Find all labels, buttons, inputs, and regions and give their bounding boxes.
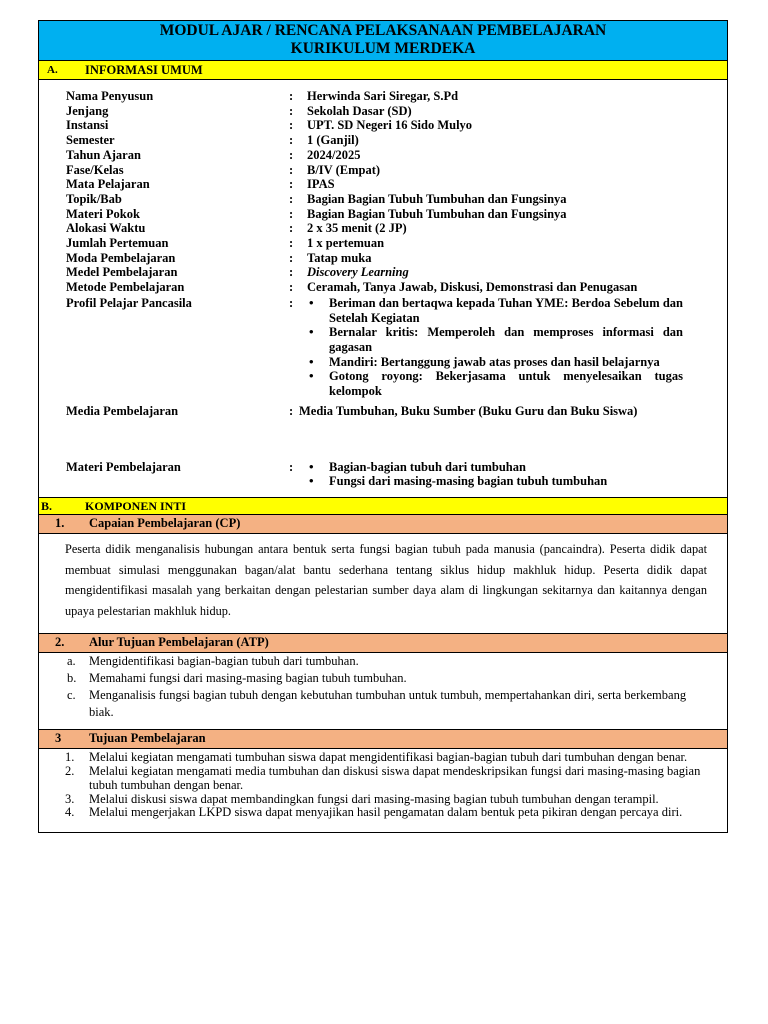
info-rows — [39, 89, 727, 295]
bullet-item: • Gotong royong: Bekerjasama untuk menyelesaikan tugas kelompok — [307, 369, 683, 398]
info-value: Ceramah, Tanya Jawab, Diskusi, Demonstrasi dan Penugasan — [307, 280, 638, 295]
info-colon: : — [289, 295, 294, 310]
info-value: 2 x 35 menit (2 JP) — [307, 221, 407, 236]
title-line-1: MODUL AJAR / RENCANA PELAKSANAAN PEMBELAJARAN — [159, 22, 607, 39]
info-key: Instansi — [66, 118, 109, 133]
info-colon: : — [289, 236, 294, 251]
cp-text: Peserta didik menganalisis hubungan antara bentuk serta fungsi bagian tubuh pada manusia (pancaindra). Peserta didik dapat membuat simulasi menggunakan bagan/alat bantu sederhana tentang siklus hidup makhluk hidup. Peserta didik dapat mengidentifikasi masalah yang berkaitan dengan pelestarian sumber daya alam di lingkungan sekitarnya dan kaitannya dengan upaya pelestarian makhluk hidup. — [38, 534, 728, 633]
info-key: Jumlah Pertemuan — [66, 236, 169, 251]
list-text: Memahami fungsi dari masing-masing bagian tubuh tumbuhan. — [89, 671, 407, 686]
info-key: Profil Pelajar Pancasila — [66, 295, 192, 310]
info-colon: : — [289, 89, 294, 103]
info-row — [39, 207, 727, 222]
info-colon: : — [289, 162, 294, 177]
info-row — [39, 280, 727, 295]
tp-header — [38, 729, 728, 749]
section-b-number: B. — [41, 499, 53, 514]
cp-header — [38, 515, 728, 534]
list-marker: 3. — [65, 791, 75, 806]
list-marker: 4. — [65, 805, 75, 820]
info-key: Jenjang — [66, 103, 109, 118]
section-a-label: INFORMASI UMUM — [85, 63, 203, 77]
info-key: Fase/Kelas — [66, 162, 124, 177]
tp-number: 3 — [55, 731, 62, 746]
info-row — [39, 251, 727, 266]
info-key: Medel Pembelajaran — [66, 265, 178, 280]
list-marker: 2. — [65, 763, 75, 778]
cp-label: Capaian Pembelajaran (CP) — [89, 516, 241, 531]
info-colon: : — [289, 206, 294, 221]
bullet-item: • Beriman dan bertaqwa kepada Tuhan YME: Berdoa Sebelum dan Setelah Kegiatan — [307, 296, 683, 325]
section-a-header — [38, 61, 728, 80]
info-key: Moda Pembelajaran — [66, 250, 176, 265]
info-key: Materi Pembelajaran — [66, 459, 181, 474]
list-text: Melalui mengerjakan LKPD siswa dapat menyajikan hasil pengamatan dalam bentuk peta pikiran dengan percaya diri. — [89, 805, 683, 820]
atp-number: 2. — [55, 635, 65, 650]
list-text: Menganalisis fungsi bagian tubuh dengan kebutuhan tumbuhan untuk tumbuh, mempertahankan diri, serta berkembang biak. — [89, 688, 687, 720]
info-value — [307, 460, 727, 489]
list-item — [65, 751, 707, 765]
section-b-header — [38, 497, 728, 515]
info-key: Materi Pokok — [66, 206, 140, 221]
tp-list — [38, 749, 728, 833]
info-key: Semester — [66, 133, 115, 148]
info-colon: : — [289, 459, 294, 474]
info-row — [39, 265, 727, 280]
list-marker: a. — [67, 654, 76, 669]
bullet-item: • Fungsi dari masing-masing bagian tubuh tumbuhan — [307, 474, 687, 489]
list-marker: c. — [67, 688, 76, 703]
list-text: Melalui kegiatan mengamati media tumbuhan dan diskusi siswa dapat mendeskripsikan fungsi dari masing-masing bagian tubuh tumbuhan dengan benar. — [89, 763, 701, 792]
info-row — [39, 133, 727, 148]
list-text: Melalui kegiatan mengamati tumbuhan siswa dapat mengidentifikasi bagian-bagian tubuh dari tumbuhan dengan benar. — [89, 750, 688, 765]
info-value: Bagian Bagian Tubuh Tumbuhan dan Fungsinya — [307, 206, 567, 221]
info-row-materi — [39, 460, 727, 489]
info-row — [39, 104, 727, 119]
info-colon: : — [289, 250, 294, 265]
list-marker: 1. — [65, 750, 75, 765]
list-item — [65, 793, 707, 807]
list-item — [65, 653, 707, 670]
info-value: Tatap muka — [307, 250, 372, 265]
bullet-item: • Bagian-bagian tubuh dari tumbuhan — [307, 460, 687, 475]
info-row — [39, 89, 727, 104]
list-item — [65, 670, 707, 687]
lesson-plan-document — [38, 20, 728, 833]
info-key: Alokasi Waktu — [66, 221, 146, 236]
info-value: IPAS — [307, 177, 335, 192]
info-key: Media Pembelajaran — [66, 403, 179, 418]
info-value: B/IV (Empat) — [307, 162, 381, 177]
info-key: Topik/Bab — [66, 191, 122, 206]
info-row — [39, 177, 727, 192]
info-row — [39, 118, 727, 133]
info-row — [39, 192, 727, 207]
info-value: 1 x pertemuan — [307, 236, 385, 251]
materi-list — [307, 460, 687, 489]
list-item — [65, 806, 707, 820]
info-colon: : — [289, 265, 294, 280]
info-colon: : — [289, 177, 294, 192]
info-key: Nama Penyusun — [66, 89, 154, 103]
info-row — [39, 148, 727, 163]
info-value: 1 (Ganjil) — [307, 133, 359, 148]
info-row-profil — [39, 296, 727, 399]
info-colon: : — [289, 403, 294, 418]
info-key: Metode Pembelajaran — [66, 280, 185, 295]
info-key: Mata Pelajaran — [66, 177, 150, 192]
info-value: Bagian Bagian Tubuh Tumbuhan dan Fungsinya — [307, 191, 567, 206]
atp-label: Alur Tujuan Pembelajaran (ATP) — [89, 635, 269, 650]
info-value: Discovery Learning — [307, 265, 409, 280]
info-colon: : — [289, 133, 294, 148]
info-row-media — [39, 404, 727, 460]
list-text: Mengidentifikasi bagian-bagian tubuh dari tumbuhan. — [89, 654, 359, 669]
atp-header — [38, 633, 728, 653]
info-row — [39, 163, 727, 178]
list-marker: b. — [67, 671, 77, 686]
title-line-2: KURIKULUM MERDEKA — [290, 40, 476, 57]
tp-label: Tujuan Pembelajaran — [89, 731, 206, 746]
info-colon: : — [289, 118, 294, 133]
cp-number: 1. — [55, 516, 65, 531]
section-a-number: A. — [47, 64, 58, 76]
info-value: Herwinda Sari Siregar, S.Pd — [307, 89, 459, 103]
profil-list — [307, 296, 683, 399]
bullet-item: • Bernalar kritis: Memperoleh dan memproses informasi dan gagasan — [307, 325, 683, 354]
info-colon: : — [289, 280, 294, 295]
info-value — [307, 296, 727, 399]
info-value: Media Tumbuhan, Buku Sumber (Buku Guru dan Buku Siswa) — [299, 403, 638, 418]
info-row — [39, 221, 727, 236]
info-colon: : — [289, 221, 294, 236]
list-item — [65, 687, 707, 721]
list-item — [65, 765, 707, 793]
info-colon: : — [289, 103, 294, 118]
info-key: Tahun Ajaran — [66, 147, 141, 162]
info-value: Sekolah Dasar (SD) — [307, 103, 412, 118]
info-row — [39, 236, 727, 251]
info-value: 2024/2025 — [307, 147, 361, 162]
info-colon: : — [289, 147, 294, 162]
bullet-item: • Mandiri: Bertanggung jawab atas proses dan hasil belajarnya — [307, 355, 683, 370]
info-colon: : — [289, 191, 294, 206]
section-b-label: KOMPONEN INTI — [85, 499, 187, 514]
document-title — [38, 20, 728, 61]
info-value: UPT. SD Negeri 16 Sido Mulyo — [307, 118, 473, 133]
general-info-table — [38, 80, 728, 497]
list-text: Melalui diskusi siswa dapat membandingkan fungsi dari masing-masing bagian tubuh tumbuhan dengan terampil. — [89, 791, 659, 806]
atp-list — [38, 653, 728, 729]
